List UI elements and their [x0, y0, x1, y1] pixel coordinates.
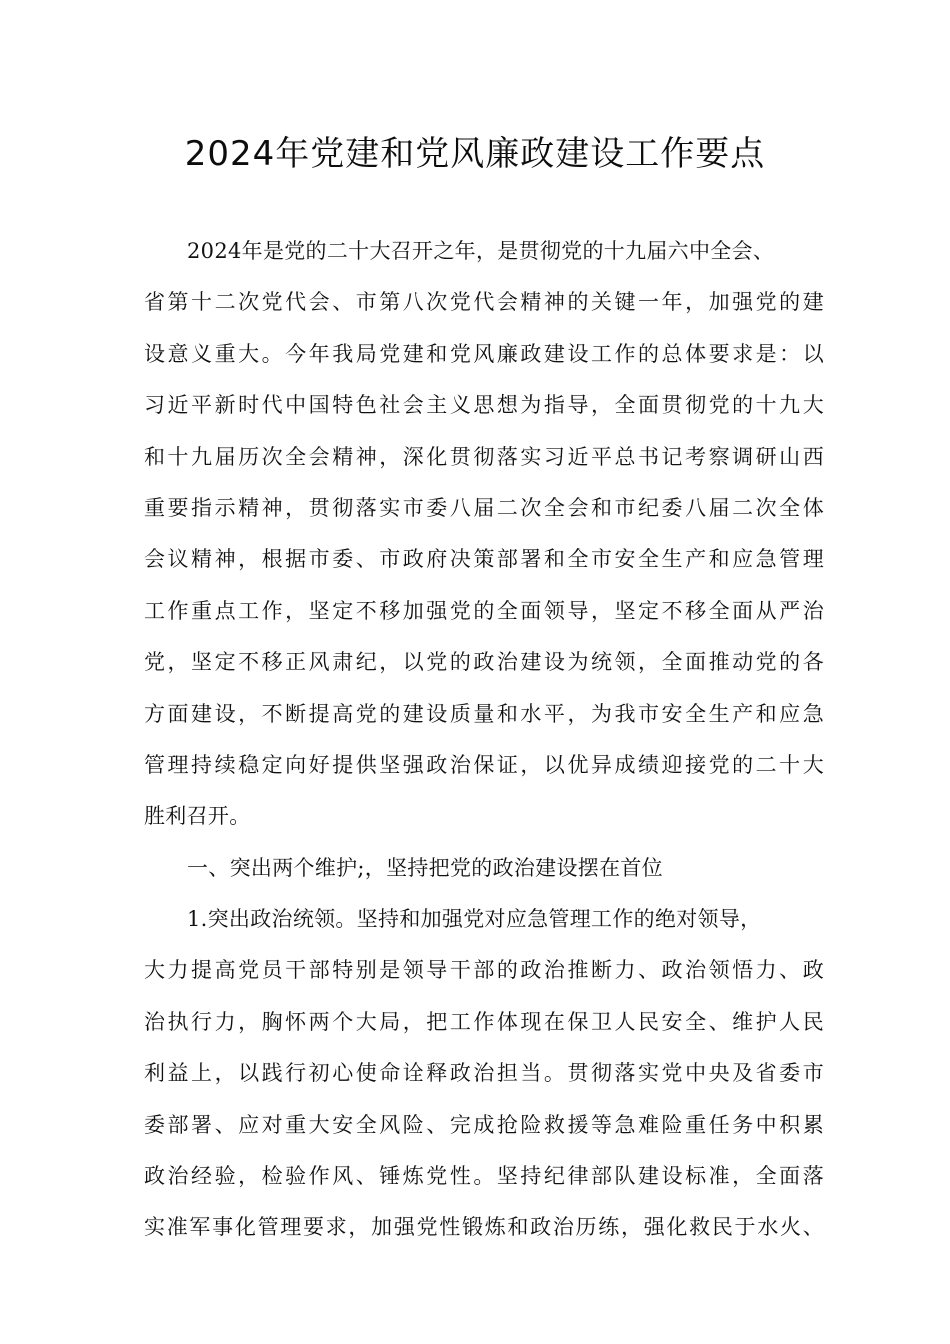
paragraph-3-line-1: 1.突出政治统领。坚持和加强党对应急管理工作的绝对领导， — [187, 907, 762, 932]
paragraph-1-line-12: 胜利召开。 — [144, 804, 251, 829]
paragraph-1-line-2: 省第十二次党代会、市第八次党代会精神的关键一年，加强党的建 — [144, 290, 824, 315]
paragraph-3-line-4: 利益上，以践行初心使命诠释政治担当。贯彻落实党中央及省委市 — [144, 1061, 824, 1086]
paragraph-3-line-2: 大力提高党员干部特别是领导干部的政治推断力、政治领悟力、政 — [144, 958, 824, 983]
paragraph-3-line-7: 实准军事化管理要求，加强党性锻炼和政治历练，强化救民于水火、 — [144, 1215, 824, 1240]
document-title: 2024年党建和党风廉政建设工作要点 — [184, 134, 766, 174]
paragraph-1-line-9: 党，坚定不移正风肃纪，以党的政治建设为统领，全面推动党的各 — [144, 650, 824, 675]
paragraph-1-line-8: 工作重点工作，坚定不移加强党的全面领导，坚定不移全面从严治 — [144, 598, 824, 623]
paragraph-1-line-3: 设意义重大。今年我局党建和党风廉政建设工作的总体要求是：以 — [144, 341, 824, 366]
paragraph-1-line-4: 习近平新时代中国特色社会主义思想为指导，全面贯彻党的十九大 — [144, 393, 824, 418]
paragraph-1-line-10: 方面建设，不断提高党的建设质量和水平，为我市安全生产和应急 — [144, 701, 824, 726]
paragraph-3-line-5: 委部署、应对重大安全风险、完成抢险救援等急难险重任务中积累 — [144, 1112, 824, 1137]
paragraph-3-line-6: 政治经验，检验作风、锤炼党性。坚持纪律部队建设标准，全面落 — [144, 1164, 824, 1189]
document-body — [144, 226, 824, 1254]
section-heading-1: 一、突出两个维护;，坚持把党的政治建设摆在首位 — [187, 855, 663, 880]
paragraph-1-line-5: 和十九届历次全会精神，深化贯彻落实习近平总书记考察调研山西 — [144, 444, 824, 469]
paragraph-1-line-6: 重要指示精神，贯彻落实市委八届二次全会和市纪委八届二次全体 — [144, 495, 824, 520]
paragraph-1-line-1: 2024年是党的二十大召开之年，是贯彻党的十九届六中全会、 — [187, 239, 775, 263]
paragraph-1-line-11: 管理持续稳定向好提供坚强政治保证，以优异成绩迎接党的二十大 — [144, 752, 824, 777]
paragraph-1-line-7: 会议精神，根据市委、市政府决策部署和全市安全生产和应急管理 — [144, 547, 824, 572]
paragraph-3-line-3: 治执行力，胸怀两个大局，把工作体现在保卫人民安全、维护人民 — [144, 1009, 824, 1034]
